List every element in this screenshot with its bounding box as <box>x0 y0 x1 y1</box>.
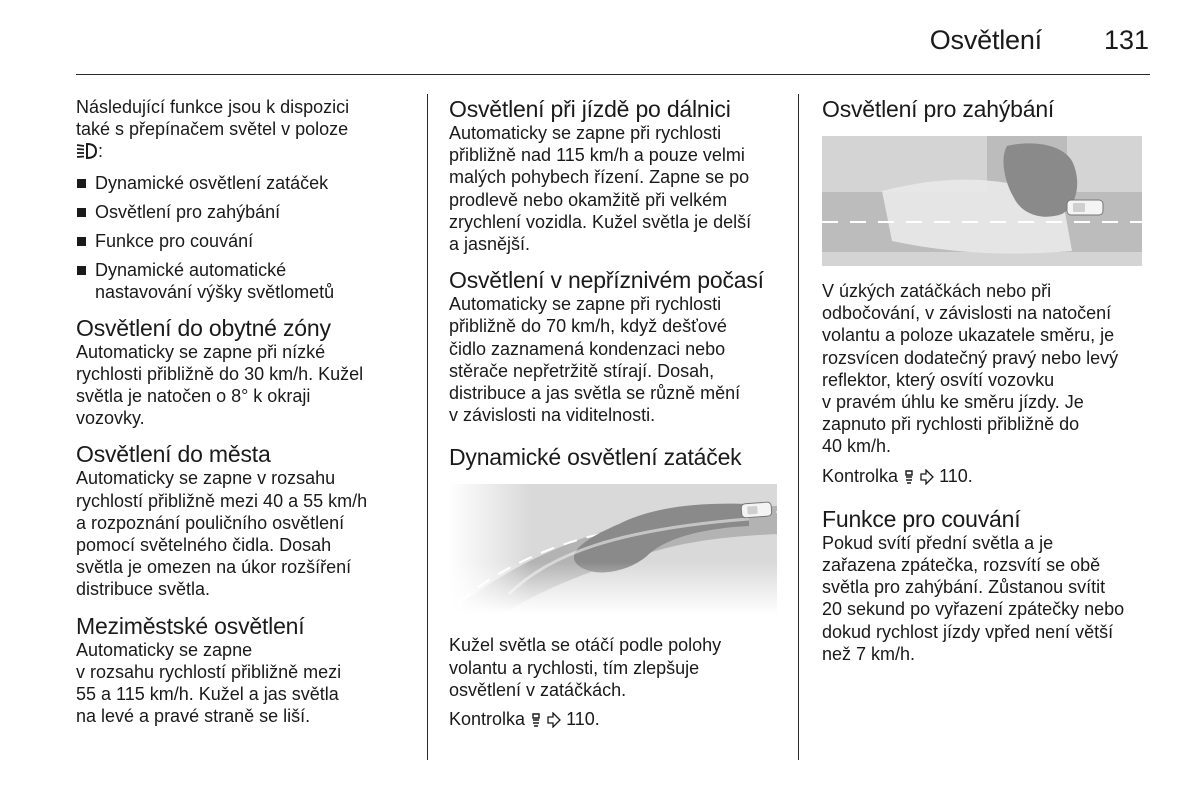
indicator-reference <box>822 465 1156 490</box>
page-reference[interactable]: 110. <box>939 465 973 486</box>
page-reference[interactable]: 110. <box>566 709 600 730</box>
section-heading: Dynamické osvětlení zatáček <box>449 444 742 471</box>
paragraph: Automaticky se zapne v rozsahu rychlostí přibližně mezi 55 a 115 km/h. Kužel a jas světla na levé a pravé straně se liší. <box>76 639 342 727</box>
section-heading: Osvětlení do obytné zóny <box>76 314 331 341</box>
afl-indicator-icon <box>530 711 542 733</box>
paragraph: Automaticky se zapne při rychlosti přibližně do 70 km/h, když dešťové čidlo zaznamená kondenzaci nebo stěrače nepřetržitě stírají. Dosah, distribuce a jas světla se různě mění v závislosti na viditelnosti. <box>449 294 741 426</box>
list-item <box>76 230 406 252</box>
page-reference-arrow-icon[interactable] <box>547 711 561 733</box>
section-heading: Osvětlení v nepříznivém počasí <box>449 267 764 294</box>
headlight-switch-icon <box>76 142 98 165</box>
cornering-light-illustration <box>822 136 1142 266</box>
bullet-square-icon <box>77 237 86 246</box>
afl-indicator-icon <box>903 468 915 490</box>
list-item-text: Funkce pro couvání <box>95 231 254 252</box>
section-heading: Osvětlení pro zahýbání <box>822 96 1055 122</box>
page-reference-arrow-icon[interactable] <box>920 468 934 490</box>
section-title: Osvětlení <box>929 25 1042 55</box>
page-number: 131 <box>1103 25 1149 55</box>
intro-line: také s přepínačem světel v poloze <box>76 119 349 140</box>
column-divider-1 <box>427 94 428 760</box>
column-divider-2 <box>798 94 799 760</box>
list-item-text: Dynamické automatické <box>95 260 287 281</box>
list-item-text: Osvětlení pro zahýbání <box>95 201 281 222</box>
feature-list <box>76 172 406 304</box>
list-item <box>76 259 406 303</box>
section-heading: Meziměstské osvětlení <box>76 612 305 639</box>
bullet-square-icon <box>77 208 86 217</box>
section-heading: Osvětlení při jízdě po dálnici <box>449 96 731 122</box>
indicator-label: Kontrolka <box>822 465 899 486</box>
indicator-reference <box>449 708 783 733</box>
paragraph: Automaticky se zapne při rychlosti přibližně nad 115 km/h a pouze velmi malých pohybech řízení. Zapne se po prodlevě nebo okamžitě při velkém zrychlení vozidla. Kužel světla je delší a jasnější. <box>449 123 752 255</box>
intro-text <box>76 96 406 166</box>
header-divider <box>76 74 1150 75</box>
intro-colon: : <box>98 141 104 162</box>
paragraph: Automaticky se zapne při nízké rychlosti přibližně do 30 km/h. Kužel světla je natočen o 8° k okraji vozovky. <box>76 341 364 429</box>
section-heading: Osvětlení do města <box>76 441 271 468</box>
curve-lighting-illustration <box>449 484 777 614</box>
list-item <box>76 172 406 194</box>
bullet-square-icon <box>77 266 86 275</box>
paragraph: Kužel světla se otáčí podle polohy volantu a rychlosti, tím zlepšuje osvětlení v zatáčkách. <box>449 635 722 700</box>
list-item <box>76 201 406 223</box>
paragraph: V úzkých zatáčkách nebo při odbočování, v závislosti na natočení volantu a poloze ukazatele směru, je rozsvícen dodatečný pravý nebo levý reflektor, který osvítí vozovku v pravém úhlu ke směru jízdy. Je zapnuto při rychlosti přibližně do 40 km/h. <box>822 281 1119 457</box>
column-1 <box>76 96 406 727</box>
paragraph: Pokud svítí přední světla a je zařazena zpátečka, rozsvítí se obě světla pro zahýbání. Zůstanou svítit 20 sekund po vyřazení zpátečky nebo dokud rychlost jízdy vpřed není větší než 7 km/h. <box>822 532 1125 664</box>
column-2 <box>449 96 783 733</box>
list-item-text: Dynamické osvětlení zatáček <box>95 172 329 193</box>
list-item-text: nastavování výšky světlometů <box>95 282 335 303</box>
bullet-square-icon <box>77 179 86 188</box>
column-3 <box>822 96 1156 665</box>
intro-line: Následující funkce jsou k dispozici <box>76 97 350 117</box>
section-heading: Funkce pro couvání <box>822 505 1021 532</box>
indicator-label: Kontrolka <box>449 709 526 730</box>
paragraph: Automaticky se zapne v rozsahu rychlostí přibližně mezi 40 a 55 km/h a rozpoznání pouličního osvětlení pomocí světelného čidla. Dosah světla je omezen na úkor rozšíření distribuce světla. <box>76 468 368 600</box>
